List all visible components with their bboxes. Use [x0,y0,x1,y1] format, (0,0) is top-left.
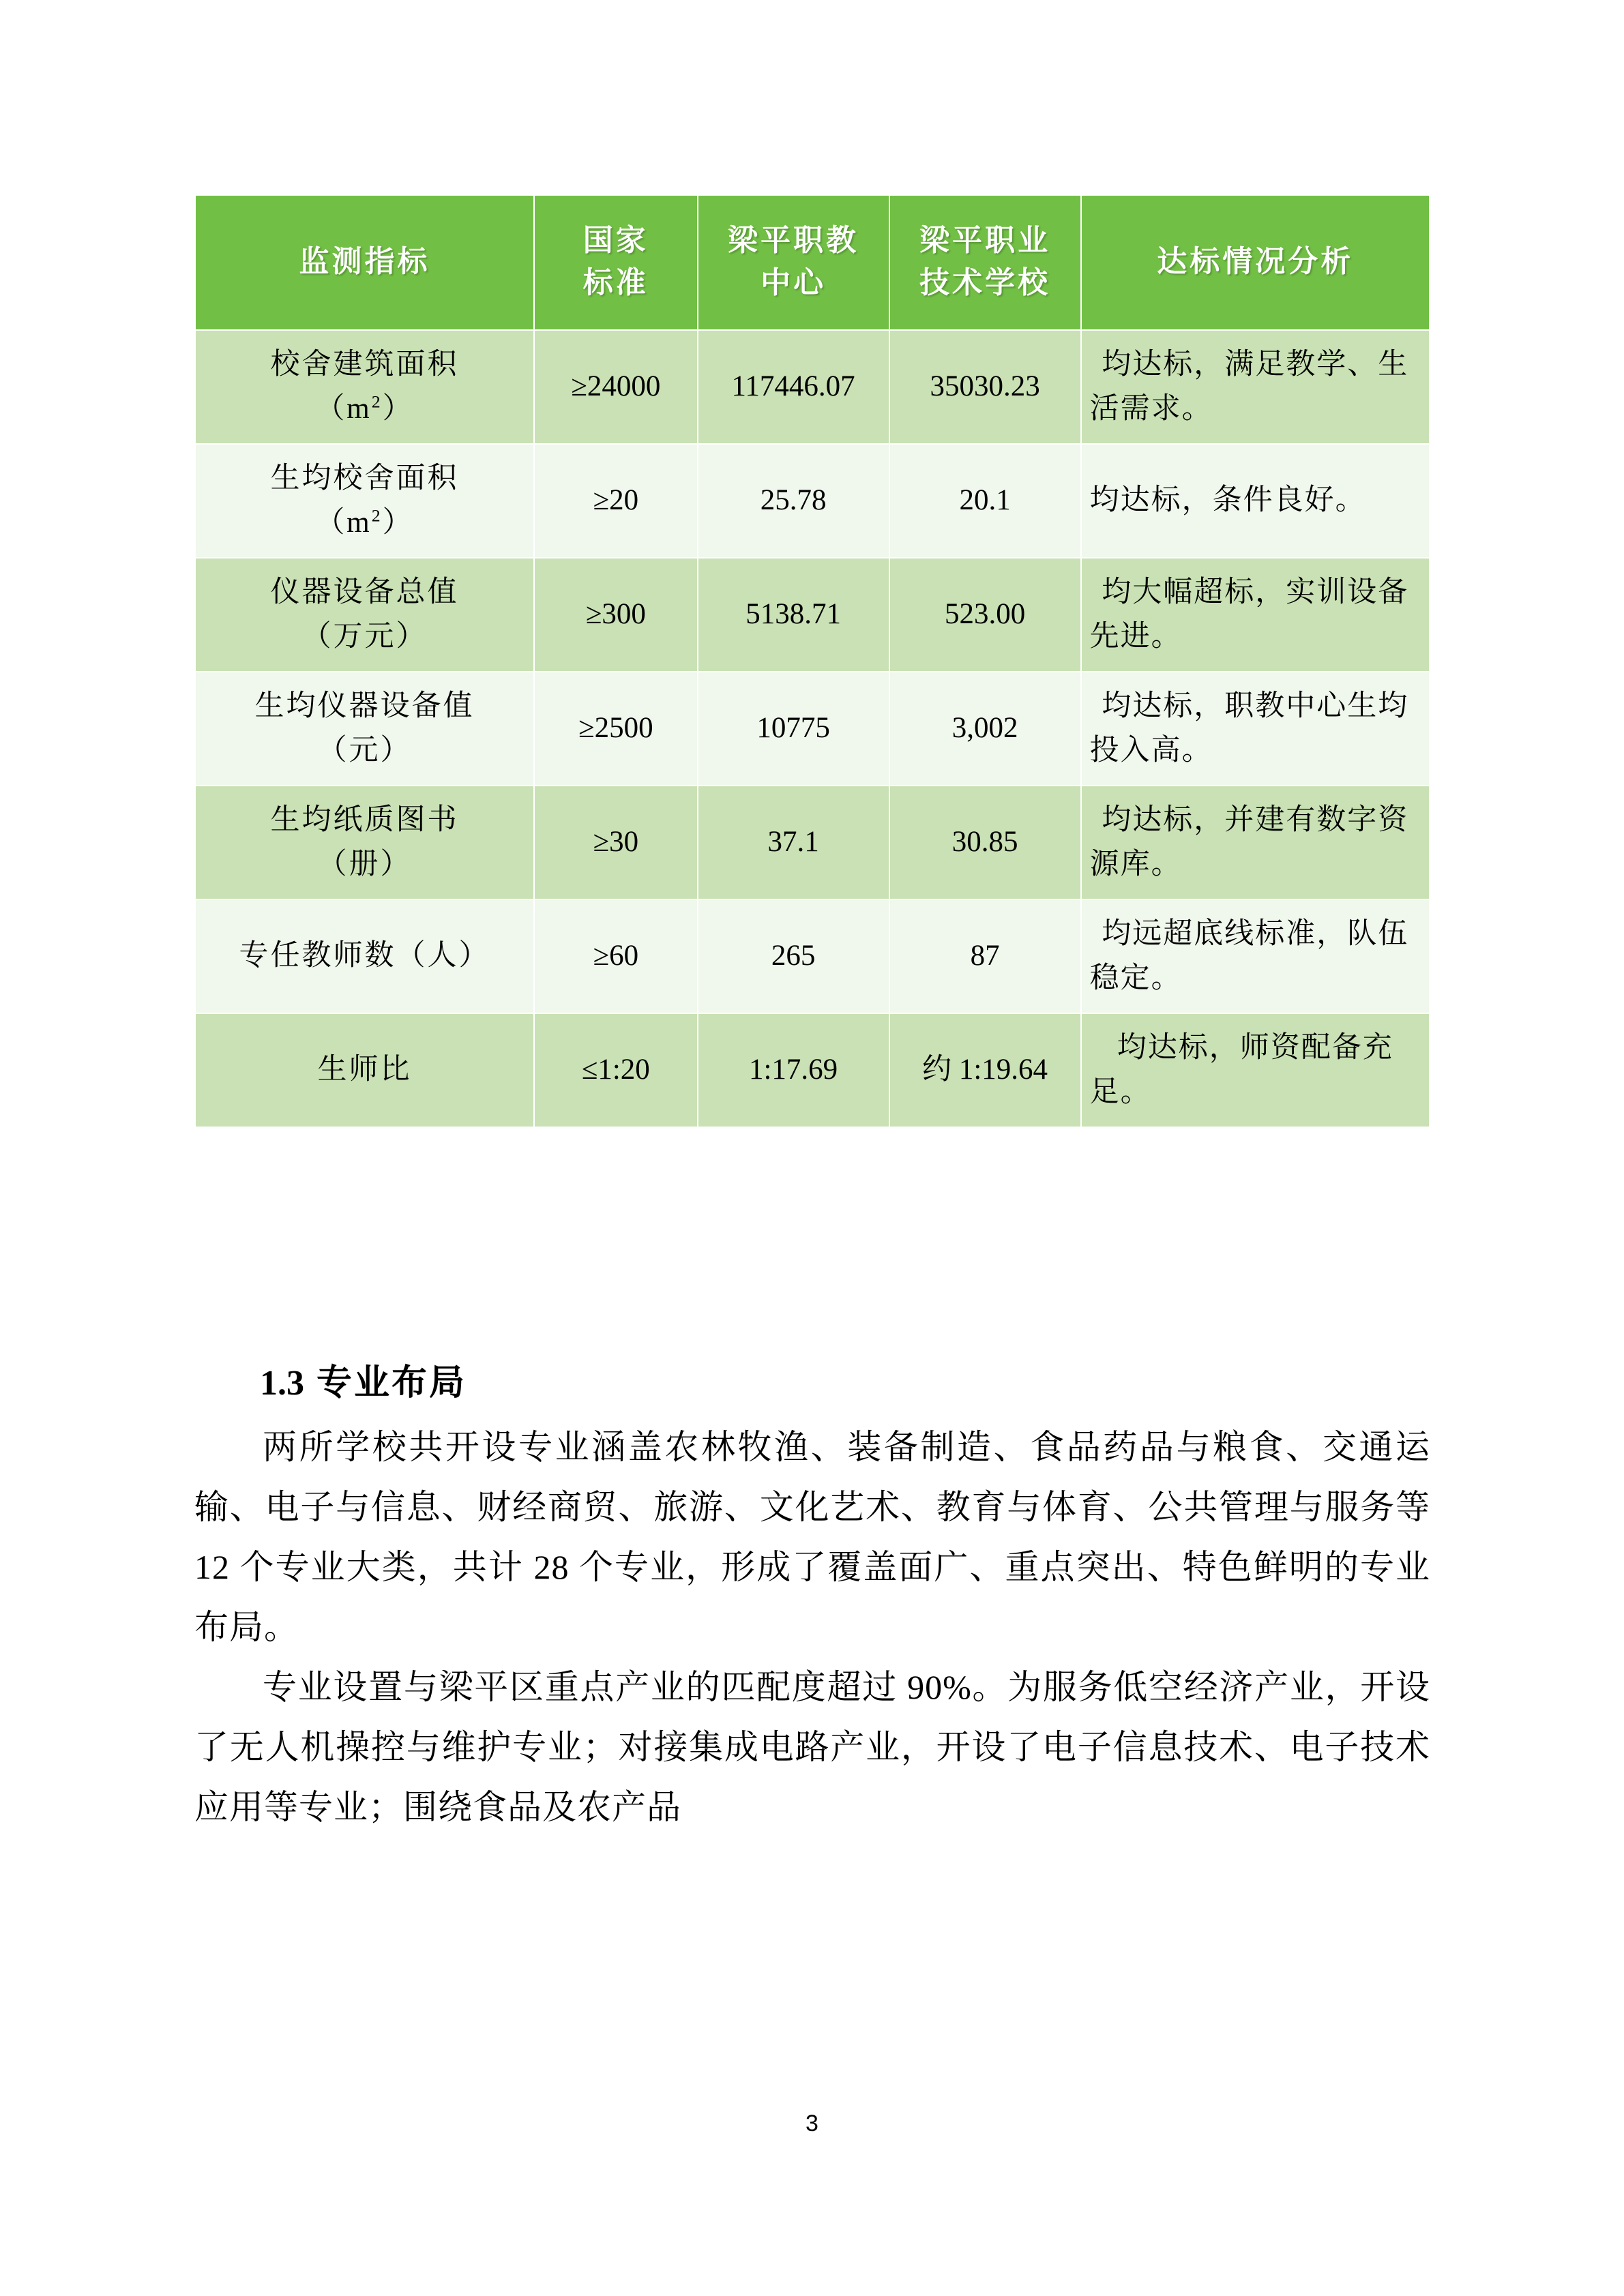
metric-name-line2: （册） [317,848,412,880]
cell-vocational-center: 5138.71 [698,558,889,671]
cell-vocational-center: 10775 [698,672,889,785]
metric-name-unit: $(m^2)$ [315,505,414,539]
metric-name-line1: 生均校舍面积 [270,462,459,494]
cell-technical-school: 约 1:19.64 [890,1014,1080,1127]
metrics-table-container [194,194,1430,1128]
cell-technical-school: 523.00 [890,558,1080,671]
column-header-metric-line1: 监测指标 [299,244,430,278]
column-header-vocational-center-line1: 梁平职教 [728,223,859,257]
column-header-national-standard [535,196,697,329]
cell-analysis: 均达标，师资配备充足。 [1082,1014,1429,1127]
cell-vocational-center: 265 [698,900,889,1013]
cell-metric-name [196,786,533,899]
table-row [196,558,1429,671]
metric-name-line2: （元） [317,734,412,766]
column-header-metric [196,196,533,329]
column-header-technical-school-line1: 梁平职业 [919,223,1051,257]
metric-name-line1: 仪器设备总值 [270,576,459,608]
metric-name-line1: 校舍建筑面积 [270,348,459,381]
section-heading-number: 1.3 [260,1364,304,1403]
cell-national-standard: ≥60 [535,900,697,1013]
column-header-national-standard-line1: 国家 [582,223,649,257]
section-heading-title: 专业布局 [316,1364,467,1403]
table-row [196,786,1429,899]
cell-technical-school: 35030.23 [890,331,1080,443]
column-header-vocational-center [698,196,889,329]
cell-analysis: 均达标，职教中心生均投入高。 [1082,672,1429,785]
column-header-analysis [1082,196,1429,329]
body-content [194,1354,1430,1837]
metric-name-line2: （万元） [301,620,428,653]
cell-metric-name [196,672,533,785]
cell-technical-school: 30.85 [890,786,1080,899]
column-header-analysis-line1: 达标情况分析 [1157,244,1354,278]
table-row [196,331,1429,443]
cell-technical-school: 87 [890,900,1080,1013]
table-row [196,1014,1429,1127]
metric-name-line1: 生均仪器设备值 [254,690,475,722]
cell-national-standard: ≥20 [535,445,697,557]
cell-vocational-center: 25.78 [698,445,889,557]
cell-analysis: 均远超底线标准，队伍稳定。 [1082,900,1429,1013]
cell-vocational-center: 37.1 [698,786,889,899]
cell-metric-name [196,445,533,557]
table-row [196,445,1429,557]
metric-name-unit: $(m^2)$ [315,391,414,425]
cell-analysis: 均达标，满足教学、生活需求。 [1082,331,1429,443]
table-row [196,900,1429,1013]
table-body [196,331,1429,1127]
column-header-national-standard-line2: 标准 [582,266,649,299]
table-header [196,196,1429,329]
cell-national-standard: ≥24000 [535,331,697,443]
cell-metric-name [196,558,533,671]
cell-technical-school: 20.1 [890,445,1080,557]
metric-name-line1: 专任教师数（人） [239,940,490,972]
cell-vocational-center: 117446.07 [698,331,889,443]
metric-name-line1: 生师比 [317,1054,412,1086]
cell-national-standard: ≥300 [535,558,697,671]
cell-analysis: 均达标，并建有数字资源库。 [1082,786,1429,899]
cell-national-standard: ≤1:20 [535,1014,697,1127]
cell-national-standard: ≥30 [535,786,697,899]
cell-metric-name [196,331,533,443]
cell-analysis: 均达标，条件良好。 [1082,445,1429,557]
section-heading [194,1354,1430,1413]
column-header-technical-school-line2: 技术学校 [919,266,1051,299]
page-number: 3 [806,2111,818,2136]
cell-vocational-center: 1:17.69 [698,1014,889,1127]
table-row [196,672,1429,785]
metrics-table [194,194,1430,1128]
paragraph-industry-alignment: 专业设置与梁平区重点产业的匹配度超过 90%。为服务低空经济产业，开设了无人机操控与维护专业；对接集成电路产业，开设了电子信息技术、电子技术应用等专业；围绕食品及农产品 [194,1668,1430,1827]
column-header-technical-school [890,196,1080,329]
cell-metric-name [196,900,533,1013]
table-header-row [196,196,1429,329]
cell-analysis: 均大幅超标，实训设备先进。 [1082,558,1429,671]
metric-name-line1: 生均纸质图书 [270,804,459,836]
cell-national-standard: ≥2500 [535,672,697,785]
cell-technical-school: 3,002 [890,672,1080,785]
cell-metric-name [196,1014,533,1127]
paragraph-professional-coverage: 两所学校共开设专业涵盖农林牧渔、装备制造、食品药品与粮食、交通运输、电子与信息、财经商贸、旅游、文化艺术、教育与体育、公共管理与服务等 12 个专业大类，共计 28 个专业，形成了覆盖面广、重点突出、特色鲜明的专业布局。 [194,1428,1430,1647]
column-header-vocational-center-line2: 中心 [761,266,827,299]
